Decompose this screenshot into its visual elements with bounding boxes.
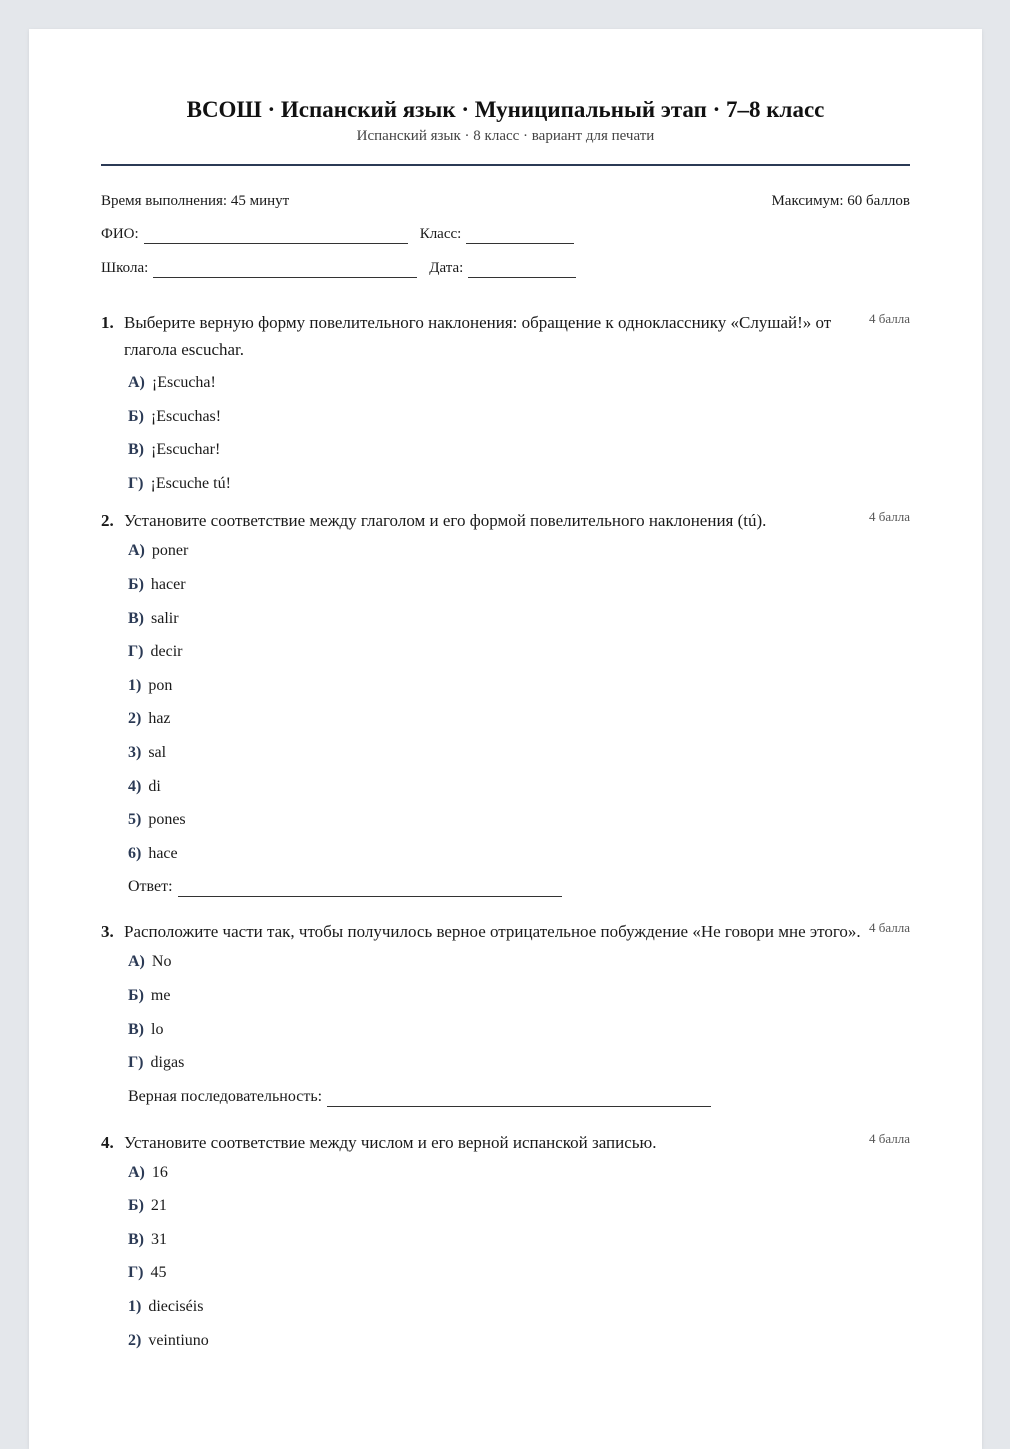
option-item[interactable] — [128, 1163, 910, 1183]
option-text: salir — [151, 609, 179, 627]
option-text: pon — [148, 676, 173, 694]
question-points: 4 балла — [869, 311, 910, 326]
option-label: Б) — [128, 986, 144, 1004]
max-score: Максимум: 60 баллов — [771, 193, 910, 209]
answer-row — [128, 1087, 910, 1107]
option-text: me — [150, 986, 171, 1004]
question-1 — [101, 309, 910, 494]
match-item[interactable] — [128, 844, 910, 864]
question-3 — [101, 918, 910, 1106]
date-label: Дата: — [429, 260, 464, 276]
question-text: Расположите части так, чтобы получилось верное отрицательное побуждение «Не говори мне этого». — [124, 922, 861, 942]
question-number: 4. — [101, 1132, 114, 1152]
option-text: ¡Escuchar! — [151, 441, 221, 459]
option-item[interactable] — [128, 474, 910, 494]
question-text: Установите соответствие между глаголом и его формой повелительного наклонения (tú). — [124, 511, 767, 531]
question-text: Выберите верную форму повелительного наклонения: обращение к однокласснику «Слушай!» от глагола escuchar. — [124, 313, 832, 359]
answer-row — [128, 877, 910, 897]
option-text: 21 — [150, 1197, 167, 1215]
page-title: ВСОШ · Испанский язык · Муниципальный этап · 7–8 класс — [186, 97, 825, 122]
page-subtitle: Испанский язык · 8 класс · вариант для печати — [356, 128, 655, 144]
match-item[interactable] — [128, 810, 910, 830]
option-label: А) — [128, 953, 145, 971]
school-label: Школа: — [101, 260, 149, 276]
question-number: 3. — [101, 922, 114, 942]
match-item[interactable] — [128, 1331, 910, 1351]
match-item[interactable] — [128, 743, 910, 763]
field-row-school-date — [101, 258, 910, 278]
option-item[interactable] — [128, 609, 910, 629]
option-text: 16 — [151, 1163, 168, 1181]
option-text: di — [148, 777, 161, 795]
option-item[interactable] — [128, 1020, 910, 1040]
options-list — [128, 373, 910, 494]
option-text: pones — [148, 811, 186, 829]
option-label: Г) — [128, 474, 144, 492]
option-label: Б) — [128, 1197, 144, 1215]
option-label: Б) — [128, 575, 144, 593]
options-list — [128, 1163, 910, 1351]
option-label: В) — [128, 609, 144, 627]
option-label: 1) — [128, 676, 142, 694]
option-item[interactable] — [128, 541, 910, 561]
header-divider — [101, 164, 910, 166]
option-label: 2) — [128, 1331, 142, 1349]
answer-label: Ответ: — [128, 878, 173, 896]
option-item[interactable] — [128, 952, 910, 972]
option-text: ¡Escuche tú! — [150, 474, 231, 492]
option-label: В) — [128, 441, 144, 459]
option-text: ¡Escuchas! — [150, 407, 222, 425]
option-text: poner — [151, 542, 189, 560]
option-label: 6) — [128, 844, 142, 862]
question-text: Установите соответствие между числом и его верной испанской записью. — [124, 1132, 657, 1152]
option-text: hacer — [150, 575, 186, 593]
fio-input-line[interactable] — [144, 229, 408, 244]
option-label: 2) — [128, 710, 142, 728]
option-text: dieciséis — [148, 1298, 204, 1316]
match-item[interactable] — [128, 676, 910, 696]
date-input-line[interactable] — [468, 263, 576, 278]
school-input-line[interactable] — [153, 263, 417, 278]
class-label: Класс: — [419, 226, 462, 242]
field-row-fio-class — [101, 224, 910, 244]
options-list — [128, 541, 910, 863]
option-label: Г) — [128, 1054, 144, 1072]
option-label: Г) — [128, 643, 144, 661]
answer-label: Верная последовательность: — [128, 1087, 323, 1105]
option-text: No — [151, 953, 172, 971]
option-text: 45 — [150, 1264, 167, 1282]
match-item[interactable] — [128, 1297, 910, 1317]
option-text: hace — [148, 844, 178, 862]
option-label: А) — [128, 1163, 145, 1181]
option-item[interactable] — [128, 373, 910, 393]
option-item[interactable] — [128, 575, 910, 595]
option-text: sal — [148, 743, 167, 761]
match-item[interactable] — [128, 709, 910, 729]
options-list — [128, 952, 910, 1073]
fio-label: ФИО: — [101, 226, 139, 242]
class-input-line[interactable] — [466, 229, 574, 244]
question-points: 4 балла — [869, 509, 910, 525]
question-4 — [101, 1129, 910, 1351]
option-text: ¡Escucha! — [151, 374, 216, 391]
time-limit: Время выполнения: 45 минут — [101, 193, 290, 209]
option-label: В) — [128, 1230, 144, 1248]
questions-list — [101, 309, 910, 1364]
option-text: decir — [150, 643, 183, 661]
option-label: Г) — [128, 1264, 144, 1282]
option-item[interactable] — [128, 1196, 910, 1216]
option-label: А) — [128, 542, 145, 560]
page-header — [101, 29, 910, 278]
question-points: 4 балла — [869, 1130, 910, 1146]
option-text: digas — [150, 1054, 185, 1072]
meta-row — [101, 191, 910, 211]
question-number: 2. — [101, 511, 114, 531]
option-text: haz — [148, 710, 171, 728]
answer-input-line[interactable] — [178, 882, 562, 897]
answer-input-line[interactable] — [327, 1092, 711, 1107]
question-points: 4 балла — [869, 920, 910, 936]
option-label: А) — [128, 374, 145, 391]
option-label: 4) — [128, 777, 142, 795]
option-text: 31 — [151, 1230, 167, 1248]
option-text: lo — [151, 1020, 164, 1038]
option-label: Б) — [128, 407, 144, 425]
option-item[interactable] — [128, 440, 910, 460]
option-item[interactable] — [128, 1053, 910, 1073]
option-label: 5) — [128, 811, 142, 829]
question-2 — [101, 507, 910, 897]
match-item[interactable] — [128, 777, 910, 797]
option-label: 1) — [128, 1298, 142, 1316]
option-item[interactable] — [128, 1230, 910, 1250]
option-item[interactable] — [128, 642, 910, 662]
option-item[interactable] — [128, 986, 910, 1006]
option-label: В) — [128, 1020, 144, 1038]
option-item[interactable] — [128, 407, 910, 427]
option-text: veintiuno — [148, 1331, 209, 1349]
question-number: 1. — [101, 313, 114, 332]
option-label: 3) — [128, 743, 142, 761]
option-item[interactable] — [128, 1263, 910, 1283]
